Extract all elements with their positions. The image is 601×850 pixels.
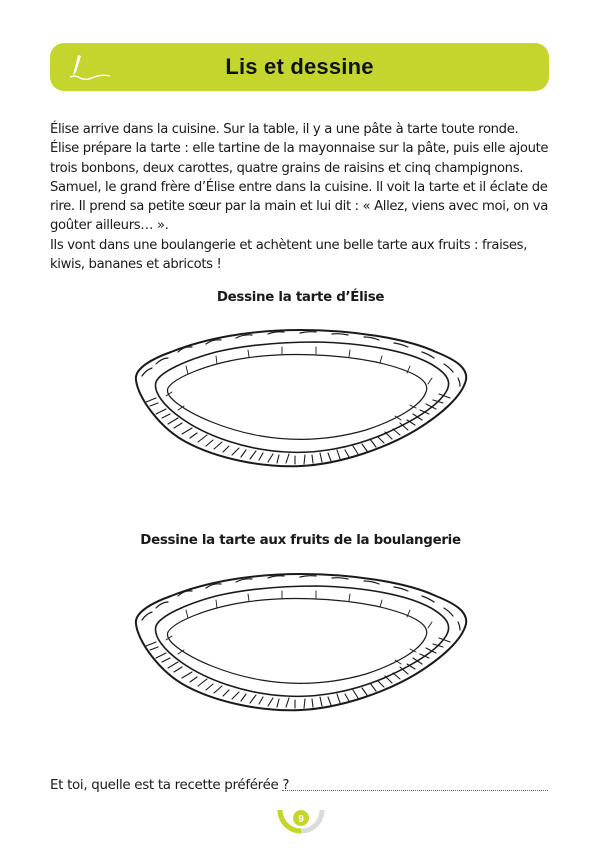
story-paragraph: Élise arrive dans la cuisine. Sur la table, il y a une pâte à tarte toute ronde. [50, 122, 519, 137]
page-number: 9 [298, 814, 304, 825]
page-title: Lis et dessine [225, 54, 374, 79]
page-number-badge [276, 808, 326, 836]
drawing-label-elise: Dessine la tarte d’Élise [216, 290, 385, 305]
drawing-label-bakery: Dessine la tarte aux fruits de la boulangerie [140, 533, 461, 548]
story-paragraph: Ils vont dans une boulangerie et achètent une belle tarte aux fruits : fraises, kiwis, bananes et abricots ! [50, 237, 528, 273]
story-paragraph: Samuel, le grand frère d’Élise entre dans la cuisine. Il voit la tarte et il éclate de rire. Il prend sa petite sœur par la main et lui dit : « Allez, viens avec moi, on va goûter ailleurs… ». [50, 179, 548, 234]
title-banner [50, 43, 549, 91]
story-text [50, 120, 555, 274]
tart-pan-drawing[interactable] [126, 318, 476, 478]
tart-pan-drawing[interactable] [126, 562, 476, 722]
favorite-recipe-question: Et toi, quelle est ta recette préférée ? [50, 778, 290, 793]
story-paragraph: Élise prépare la tarte : elle tartine de la mayonnaise sur la pâte, puis elle ajoute trois bonbons, deux carottes, quatre grains de raisins et cinq champignons. [50, 141, 549, 176]
answer-line[interactable] [282, 790, 548, 791]
